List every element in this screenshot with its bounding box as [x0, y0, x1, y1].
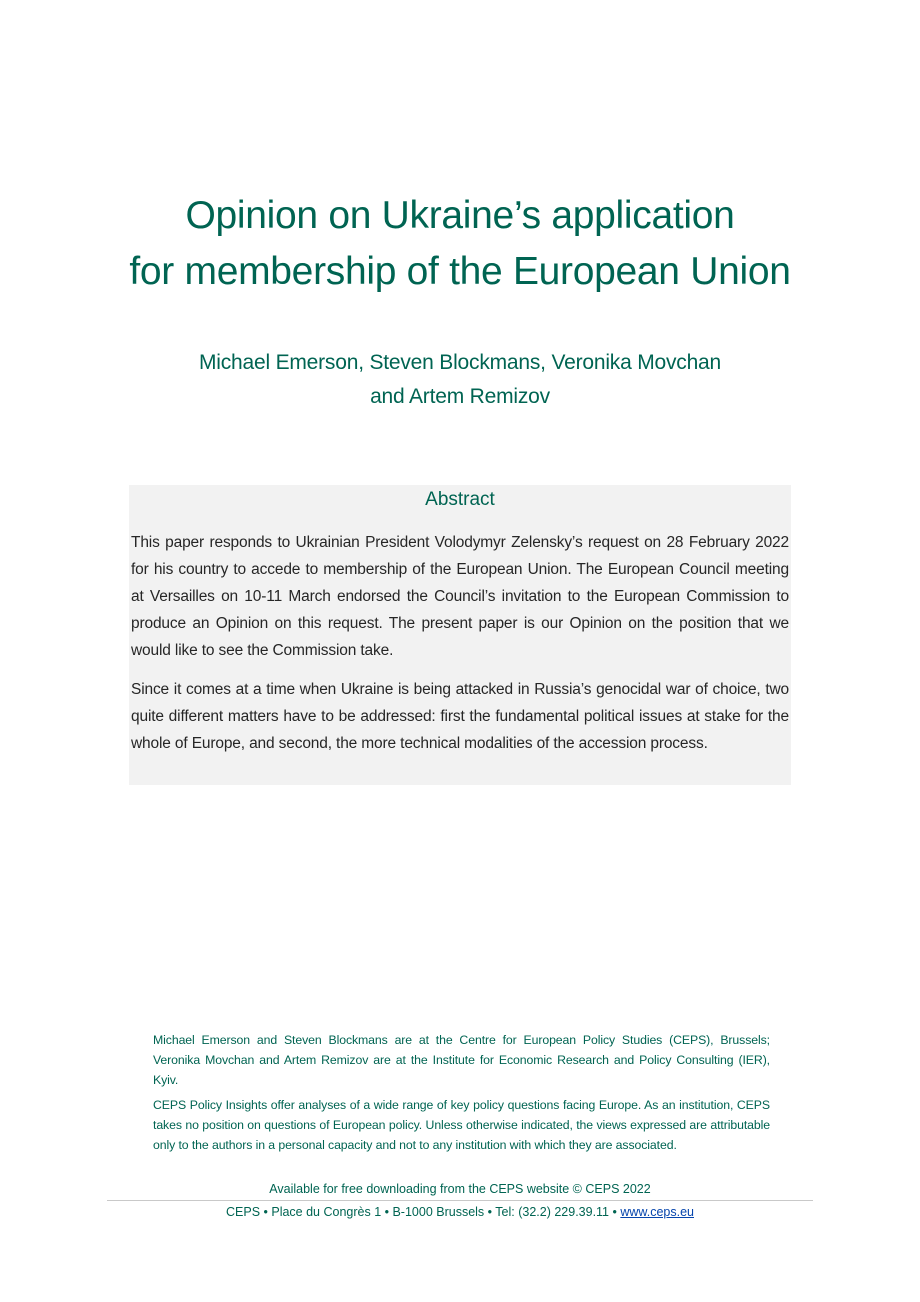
availability-notice: Available for free downloading from the CEPS website © CEPS 2022 [269, 1182, 651, 1196]
footer-address [0, 1203, 920, 1221]
disclaimer-note: CEPS Policy Insights offer analyses of a wide range of key policy questions facing Europe. As an institution, CEPS takes no position on questions of European policy. Unless otherwise indicated, the views expressed are attributable only to the authors in a personal capacity and not to any institution with which they are associated. [153, 1098, 770, 1152]
website-link[interactable]: www.ceps.eu [620, 1205, 694, 1219]
abstract-paragraph-2: Since it comes at a time when Ukraine is being attacked in Russia’s genocidal war of choice, two quite different matters have to be addressed: first the fundamental political issues at stake for the whole of Europe, and second, the more technical modalities of the accession process. [131, 681, 789, 752]
title-line-1: Opinion on Ukraine’s application [185, 194, 735, 237]
author-notes [153, 1030, 770, 1155]
paper-title [0, 188, 920, 300]
footer-divider [107, 1200, 813, 1201]
abstract-paragraph-1: This paper responds to Ukrainian President Volodymyr Zelensky’s request on 28 February 2022 for his country to accede to membership of the European Union. The European Council meeting at Versailles on 10-11 March endorsed the Council’s invitation to the European Commission to produce an Opinion on this request. The present paper is our Opinion on the position that we would like to see the Commission take. [131, 534, 789, 659]
abstract-heading: Abstract [425, 489, 495, 510]
affiliation-note: Michael Emerson and Steven Blockmans are at the Centre for European Policy Studies (CEPS), Brussels; Veronika Movchan and Artem Remizov are at the Institute for Economic Research and Policy Consulting (IER), Kyiv. [153, 1033, 770, 1087]
abstract-box [129, 485, 791, 785]
author-list [0, 346, 920, 414]
title-line-2: for membership of the European Union [129, 250, 791, 293]
authors-line-2: and Artem Remizov [370, 385, 550, 408]
address-text: CEPS • Place du Congrès 1 • B-1000 Brussels • Tel: (32.2) 229.39.11 • [226, 1205, 621, 1219]
authors-line-1: Michael Emerson, Steven Blockmans, Veronika Movchan [198, 351, 722, 374]
